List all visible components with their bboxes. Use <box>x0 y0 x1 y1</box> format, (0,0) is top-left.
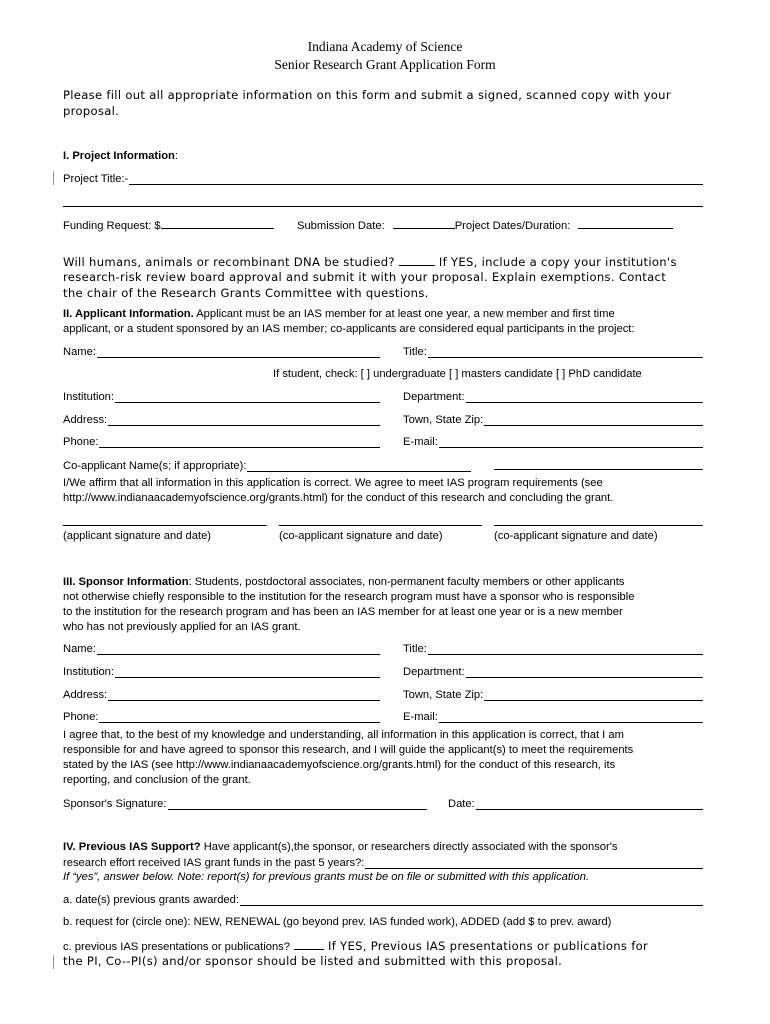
sponsor-phone-field[interactable]: Phone: <box>63 710 380 723</box>
sponsor-town-field[interactable]: Town, State Zip: <box>403 688 703 701</box>
submission-date-field[interactable]: Submission Date: Project Dates/Duration: <box>297 217 673 232</box>
sponsor-name-field[interactable]: Name: <box>63 642 380 655</box>
coapplicant-name-line-2[interactable] <box>494 469 703 470</box>
project-title-line-2[interactable] <box>63 206 703 207</box>
applicant-phone-field[interactable]: Phone: <box>63 435 380 448</box>
sponsor-signature-field[interactable]: Sponsor's Signature: <box>63 797 427 810</box>
previous-support-field[interactable]: research effort received IAS grant funds in the past 5 years?: <box>63 856 703 869</box>
previous-grants-dates-field[interactable]: a. date(s) previous grants awarded: <box>63 893 703 906</box>
applicant-title-field[interactable]: Title: <box>403 345 703 358</box>
previous-presentations-question[interactable]: c. previous IAS presentations or publications? If YES, Previous IAS presentations or publications for <box>63 939 649 953</box>
coapplicant-signature-caption-2: (co-applicant signature and date) <box>494 530 658 542</box>
applicant-institution-field[interactable]: Institution: <box>63 390 380 403</box>
applicant-email-field[interactable]: E-mail: <box>403 435 703 448</box>
sponsor-agree-line-3: stated by the IAS (see http://www.indianaacademyofscience.org/grants.html) for the conduct of this research, its <box>63 759 616 771</box>
sponsor-date-field[interactable]: Date: <box>448 797 703 810</box>
applicant-department-field[interactable]: Department: <box>403 390 703 403</box>
project-title-field[interactable]: Project Title:- <box>63 172 703 185</box>
margin-marker-2 <box>53 955 54 969</box>
section-3-desc-line-2: not otherwise chiefly responsible to the institution for the research program must have a sponsor who is responsible <box>63 591 635 603</box>
sponsor-institution-field[interactable]: Institution: <box>63 665 380 678</box>
applicant-signature-line[interactable] <box>63 525 267 526</box>
margin-marker <box>53 171 54 185</box>
section-3-desc-line-3: to the institution for the research program and has been an IAS member for at least one year or is a new member <box>63 606 623 618</box>
section-2-heading: II. Applicant Information. Applicant must be an IAS member for at least one year, a new member and first time <box>63 308 615 320</box>
coapplicant-signature-line-1[interactable] <box>279 525 482 526</box>
coapplicant-name-field[interactable]: Co-applicant Name(s; if appropriate): <box>63 459 471 472</box>
org-name: Indiana Academy of Science <box>307 39 463 54</box>
sponsor-agree-line-4: reporting, and conclusion of the grant. <box>63 774 251 786</box>
funding-request-field[interactable]: Funding Request: $ <box>63 217 274 232</box>
intro-line-1: Please fill out all appropriate information on this form and submit a signed, scanned copy with your <box>63 88 671 102</box>
section-3-heading: III. Sponsor Information: Students, postdoctoral associates, non-permanent faculty members or other applicants <box>63 576 625 588</box>
coapplicant-signature-caption-1: (co-applicant signature and date) <box>279 530 443 542</box>
student-check[interactable]: If student, check: [ ] undergraduate [ ] masters candidate [ ] PhD candidate <box>273 368 642 380</box>
applicant-town-field[interactable]: Town, State Zip: <box>403 413 703 426</box>
sponsor-department-field[interactable]: Department: <box>403 665 703 678</box>
sponsor-agree-line-2: responsible for and have agreed to sponsor this research, and I will guide the applicant(s) to meet the requirements <box>63 744 634 756</box>
section-2-desc-line-2: applicant, or a student sponsored by an IAS member; co-applicants are considered equal participants in the project: <box>63 323 635 335</box>
applicant-address-field[interactable]: Address: <box>63 413 380 426</box>
affirm-line-1: I/We affirm that all information in this application is correct. We agree to meet IAS program requirements (see <box>63 477 603 489</box>
form-title: Senior Research Grant Application Form <box>274 57 496 72</box>
sponsor-title-field[interactable]: Title: <box>403 642 703 655</box>
sponsor-agree-line-1: I agree that, to the best of my knowledge and understanding, all information in this application is correct, that I am <box>63 729 624 741</box>
previous-presentations-line-2: the PI, Co--PI(s) and/or sponsor should be listed and submitted with this proposal. <box>63 954 563 968</box>
previous-support-note: If “yes”, answer below. Note: report(s) for previous grants must be on file or submitted with this application. <box>63 871 590 883</box>
humans-line-2: research-risk review board approval and submit it with your proposal. Explain exemptions. Contact <box>63 270 667 284</box>
applicant-name-field[interactable]: Name: <box>63 345 380 358</box>
applicant-signature-caption: (applicant signature and date) <box>63 530 212 542</box>
intro-line-2: proposal. <box>63 104 120 118</box>
request-type-circle[interactable]: b. request for (circle one): NEW, RENEWAL (go beyond prev. IAS funded work), ADDED (add $ to prev. award) <box>63 916 612 928</box>
humans-question[interactable]: Will humans, animals or recombinant DNA be studied? If YES, include a copy your institution's <box>63 255 677 269</box>
section-3-desc-line-4: who has not previously applied for an IAS grant. <box>63 621 301 633</box>
sponsor-email-field[interactable]: E-mail: <box>403 710 703 723</box>
humans-line-3: the chair of the Research Grants Committee with questions. <box>63 286 429 300</box>
sponsor-address-field[interactable]: Address: <box>63 688 380 701</box>
section-1-heading: I. Project Information: <box>63 150 178 162</box>
section-4-heading: IV. Previous IAS Support? Have applicant(s),the sponsor, or researchers directly associated with the sponsor's <box>63 841 618 853</box>
affirm-line-2: http://www.indianaacademyofscience.org/grants.html) for the conduct of this research and concluding the grant. <box>63 492 614 504</box>
coapplicant-signature-line-2[interactable] <box>494 525 703 526</box>
